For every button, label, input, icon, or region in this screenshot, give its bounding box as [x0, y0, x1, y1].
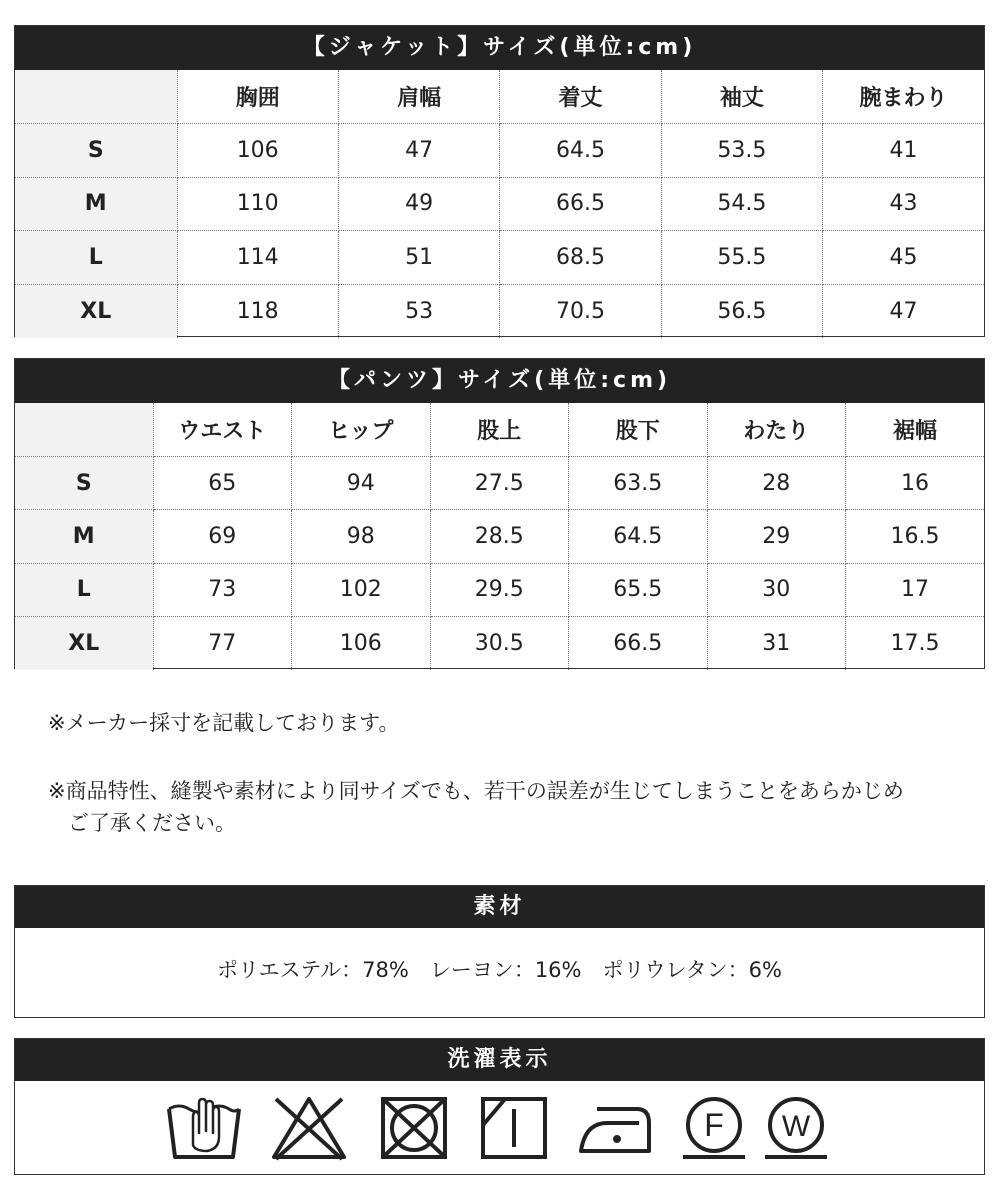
- table-cell: 66.5: [569, 617, 708, 670]
- dry-clean-letter: F: [704, 1107, 724, 1143]
- column-header: 裾幅: [846, 403, 985, 456]
- pants-size-table: [15, 403, 984, 670]
- line-dry-shade-icon: [475, 1095, 553, 1161]
- column-header: ヒップ: [292, 403, 431, 456]
- table-cell: 65: [153, 456, 292, 509]
- column-header: 胸囲: [177, 70, 338, 124]
- material-section: [14, 885, 985, 1018]
- pants-size-title: 【パンツ】サイズ(単位:cm): [15, 359, 984, 403]
- table-row: [15, 284, 984, 338]
- table-cell: 98: [292, 510, 431, 563]
- table-cell: 53.5: [661, 124, 822, 178]
- column-header: 股上: [430, 403, 569, 456]
- table-cell: 16: [846, 456, 985, 509]
- column-header: 股下: [569, 403, 708, 456]
- table-cell: 114: [177, 231, 338, 285]
- table-cell: 77: [153, 617, 292, 670]
- no-tumble-dry-icon: [375, 1095, 453, 1161]
- table-cell: 73: [153, 563, 292, 616]
- table-cell: 30.5: [430, 617, 569, 670]
- wet-clean-w-icon: [757, 1095, 835, 1161]
- iron-low-icon: [577, 1095, 655, 1161]
- care-title: 洗濯表示: [15, 1039, 984, 1081]
- table-cell: 51: [338, 231, 499, 285]
- measurement-note: ※メーカー採寸を記載しております。: [48, 711, 400, 735]
- table-cell: 56.5: [661, 284, 822, 338]
- table-row: [15, 617, 984, 670]
- size-label: S: [15, 124, 177, 178]
- column-header: 着丈: [500, 70, 661, 124]
- size-label: S: [15, 456, 153, 509]
- table-cell: 30: [707, 563, 846, 616]
- table-cell: 69: [153, 510, 292, 563]
- table-row: [15, 231, 984, 285]
- table-cell: 54.5: [661, 177, 822, 231]
- size-label: L: [15, 563, 153, 616]
- column-header: わたり: [707, 403, 846, 456]
- table-corner-cell: [15, 403, 153, 456]
- no-bleach-icon: [270, 1095, 348, 1161]
- material-title: 素材: [15, 886, 984, 928]
- table-cell: 29: [707, 510, 846, 563]
- care-section: [14, 1038, 985, 1175]
- table-cell: 110: [177, 177, 338, 231]
- table-cell: 27.5: [430, 456, 569, 509]
- table-row: [15, 177, 984, 231]
- table-cell: 66.5: [500, 177, 661, 231]
- table-cell: 94: [292, 456, 431, 509]
- dry-clean-f-icon: [675, 1095, 753, 1161]
- column-header: 腕まわり: [823, 70, 984, 124]
- table-cell: 70.5: [500, 284, 661, 338]
- variance-note-line1: ※商品特性、縫製や素材により同サイズでも、若干の誤差が生じてしまうことをあらかじめ: [48, 779, 904, 803]
- table-cell: 17: [846, 563, 985, 616]
- size-label: M: [15, 510, 153, 563]
- variance-note-line2: ご了承ください。: [68, 811, 236, 835]
- table-header-row: [15, 403, 984, 456]
- table-cell: 63.5: [569, 456, 708, 509]
- table-cell: 16.5: [846, 510, 985, 563]
- table-cell: 47: [889, 298, 918, 324]
- table-cell: 102: [292, 563, 431, 616]
- table-cell: 43: [823, 177, 984, 231]
- column-header: ウエスト: [153, 403, 292, 456]
- table-cell: 17.5: [890, 631, 940, 656]
- size-label: M: [15, 177, 177, 231]
- size-label: L: [15, 231, 177, 285]
- column-header: 袖丈: [661, 70, 822, 124]
- pants-size-section: [14, 358, 985, 669]
- table-row: [15, 510, 984, 563]
- size-label: XL: [15, 617, 153, 670]
- table-cell: 41: [823, 124, 984, 178]
- table-header-row: [15, 70, 984, 124]
- table-row: [15, 456, 984, 509]
- table-cell: 106: [177, 124, 338, 178]
- table-cell: 53: [338, 284, 499, 338]
- table-cell: 29.5: [430, 563, 569, 616]
- table-row: [15, 563, 984, 616]
- column-header: 肩幅: [338, 70, 499, 124]
- jacket-size-section: [14, 25, 985, 337]
- hand-wash-icon: [165, 1095, 243, 1161]
- table-cell: 49: [338, 177, 499, 231]
- table-cell: 64.5: [569, 510, 708, 563]
- table-cell: 55.5: [661, 231, 822, 285]
- table-cell: 28: [707, 456, 846, 509]
- table-cell: 106: [292, 617, 431, 670]
- material-composition: ポリエステル：78% レーヨン：16% ポリウレタン：6%: [217, 958, 782, 982]
- table-cell: 64.5: [500, 124, 661, 178]
- table-row: [15, 124, 984, 178]
- jacket-size-title: 【ジャケット】サイズ(単位:cm): [15, 26, 984, 70]
- table-cell: 68.5: [500, 231, 661, 285]
- table-cell: 31: [707, 617, 846, 670]
- wet-clean-letter: W: [781, 1110, 811, 1143]
- table-cell: 47: [338, 124, 499, 178]
- size-label: XL: [15, 284, 177, 338]
- table-cell: 45: [823, 231, 984, 285]
- table-corner-cell: [15, 70, 177, 124]
- table-cell: 65.5: [569, 563, 708, 616]
- table-cell: 28.5: [430, 510, 569, 563]
- table-cell: 118: [177, 284, 338, 338]
- care-icons: [15, 1081, 984, 1173]
- variance-note: [48, 775, 904, 839]
- jacket-size-table: [15, 70, 984, 338]
